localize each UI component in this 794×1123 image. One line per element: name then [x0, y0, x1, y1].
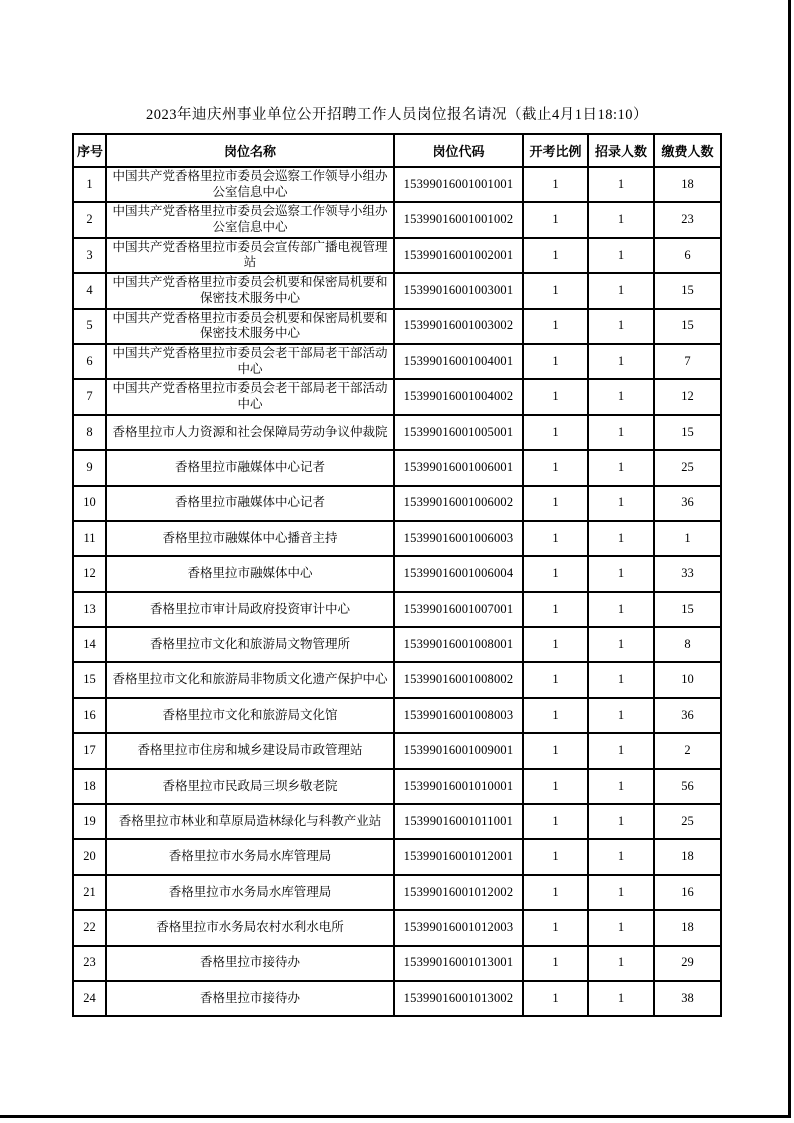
recruit-count-cell: 1: [588, 202, 654, 237]
exam-ratio-cell: 1: [523, 981, 588, 1016]
table-row: [73, 344, 721, 379]
recruit-count-cell: 1: [588, 379, 654, 414]
position-code-cell: 15399016001008003: [394, 698, 523, 733]
exam-ratio-cell: 1: [523, 238, 588, 273]
table-row: [73, 627, 721, 662]
row-number-cell: 10: [73, 486, 106, 521]
position-code-cell: 15399016001013001: [394, 946, 523, 981]
paid-count-cell: 36: [654, 698, 721, 733]
recruit-count-cell: 1: [588, 556, 654, 591]
table-row: [73, 486, 721, 521]
header-cell-paid-count: 缴费人数: [654, 134, 721, 167]
table-row: [73, 379, 721, 414]
paid-count-cell: 25: [654, 450, 721, 485]
position-name-cell: 香格里拉市文化和旅游局文化馆: [106, 698, 394, 733]
header-cell-exam-ratio: 开考比例: [523, 134, 588, 167]
paid-count-cell: 25: [654, 804, 721, 839]
table-row: [73, 521, 721, 556]
row-number-cell: 6: [73, 344, 106, 379]
row-number-cell: 2: [73, 202, 106, 237]
table-row: [73, 946, 721, 981]
exam-ratio-cell: 1: [523, 804, 588, 839]
exam-ratio-cell: 1: [523, 698, 588, 733]
row-number-cell: 11: [73, 521, 106, 556]
header-cell-position-code: 岗位代码: [394, 134, 523, 167]
exam-ratio-cell: 1: [523, 769, 588, 804]
exam-ratio-cell: 1: [523, 309, 588, 344]
table-row: [73, 167, 721, 202]
position-name-cell: 香格里拉市人力资源和社会保障局劳动争议仲裁院: [106, 415, 394, 450]
recruit-count-cell: 1: [588, 415, 654, 450]
paid-count-cell: 18: [654, 167, 721, 202]
exam-ratio-cell: 1: [523, 167, 588, 202]
position-code-cell: 15399016001009001: [394, 733, 523, 768]
position-code-cell: 15399016001008001: [394, 627, 523, 662]
paid-count-cell: 36: [654, 486, 721, 521]
position-code-cell: 15399016001003002: [394, 309, 523, 344]
paid-count-cell: 33: [654, 556, 721, 591]
position-name-cell: 香格里拉市融媒体中心播音主持: [106, 521, 394, 556]
exam-ratio-cell: 1: [523, 946, 588, 981]
recruit-count-cell: 1: [588, 592, 654, 627]
position-code-cell: 15399016001004001: [394, 344, 523, 379]
row-number-cell: 8: [73, 415, 106, 450]
position-code-cell: 15399016001006004: [394, 556, 523, 591]
row-number-cell: 16: [73, 698, 106, 733]
position-name-cell: 中国共产党香格里拉市委员会老干部局老干部活动中心: [106, 344, 394, 379]
recruit-count-cell: 1: [588, 273, 654, 308]
row-number-cell: 3: [73, 238, 106, 273]
exam-ratio-cell: 1: [523, 733, 588, 768]
exam-ratio-cell: 1: [523, 839, 588, 874]
position-code-cell: 15399016001001001: [394, 167, 523, 202]
position-code-cell: 15399016001013002: [394, 981, 523, 1016]
exam-ratio-cell: 1: [523, 273, 588, 308]
exam-ratio-cell: 1: [523, 556, 588, 591]
position-code-cell: 15399016001005001: [394, 415, 523, 450]
exam-ratio-cell: 1: [523, 627, 588, 662]
exam-ratio-cell: 1: [523, 521, 588, 556]
row-number-cell: 1: [73, 167, 106, 202]
recruit-count-cell: 1: [588, 627, 654, 662]
exam-ratio-cell: 1: [523, 344, 588, 379]
recruit-count-cell: 1: [588, 167, 654, 202]
table-body: [73, 167, 721, 1016]
position-name-cell: 香格里拉市融媒体中心记者: [106, 486, 394, 521]
position-code-cell: 15399016001012002: [394, 875, 523, 910]
row-number-cell: 14: [73, 627, 106, 662]
paid-count-cell: 15: [654, 415, 721, 450]
position-code-cell: 15399016001008002: [394, 662, 523, 697]
exam-ratio-cell: 1: [523, 202, 588, 237]
table-header-row: [73, 134, 721, 167]
position-code-cell: 15399016001006002: [394, 486, 523, 521]
position-code-cell: 15399016001007001: [394, 592, 523, 627]
position-name-cell: 中国共产党香格里拉市委员会巡察工作领导小组办公室信息中心: [106, 167, 394, 202]
paid-count-cell: 15: [654, 592, 721, 627]
header-cell-row-number: 序号: [73, 134, 106, 167]
position-name-cell: 香格里拉市水务局农村水利水电所: [106, 910, 394, 945]
recruitment-table: [72, 133, 722, 1017]
table-row: [73, 769, 721, 804]
recruit-count-cell: 1: [588, 733, 654, 768]
position-name-cell: 香格里拉市接待办: [106, 981, 394, 1016]
position-name-cell: 中国共产党香格里拉市委员会机要和保密局机要和保密技术服务中心: [106, 273, 394, 308]
row-number-cell: 21: [73, 875, 106, 910]
table-row: [73, 698, 721, 733]
header-cell-recruit-count: 招录人数: [588, 134, 654, 167]
table-row: [73, 804, 721, 839]
position-name-cell: 中国共产党香格里拉市委员会老干部局老干部活动中心: [106, 379, 394, 414]
position-name-cell: 香格里拉市文化和旅游局非物质文化遗产保护中心: [106, 662, 394, 697]
table-row: [73, 592, 721, 627]
position-code-cell: 15399016001002001: [394, 238, 523, 273]
position-name-cell: 香格里拉市审计局政府投资审计中心: [106, 592, 394, 627]
recruit-count-cell: 1: [588, 981, 654, 1016]
table-row: [73, 273, 721, 308]
row-number-cell: 24: [73, 981, 106, 1016]
paid-count-cell: 1: [654, 521, 721, 556]
recruit-count-cell: 1: [588, 804, 654, 839]
paid-count-cell: 12: [654, 379, 721, 414]
recruit-count-cell: 1: [588, 910, 654, 945]
position-name-cell: 香格里拉市融媒体中心: [106, 556, 394, 591]
position-code-cell: 15399016001006003: [394, 521, 523, 556]
position-name-cell: 香格里拉市林业和草原局造林绿化与科教产业站: [106, 804, 394, 839]
row-number-cell: 23: [73, 946, 106, 981]
paid-count-cell: 7: [654, 344, 721, 379]
table-row: [73, 556, 721, 591]
recruit-count-cell: 1: [588, 662, 654, 697]
position-code-cell: 15399016001004002: [394, 379, 523, 414]
position-code-cell: 15399016001011001: [394, 804, 523, 839]
page-right-edge-line: [788, 0, 791, 1118]
position-code-cell: 15399016001001002: [394, 202, 523, 237]
recruit-count-cell: 1: [588, 238, 654, 273]
position-name-cell: 香格里拉市住房和城乡建设局市政管理站: [106, 733, 394, 768]
table-row: [73, 202, 721, 237]
exam-ratio-cell: 1: [523, 450, 588, 485]
row-number-cell: 20: [73, 839, 106, 874]
row-number-cell: 5: [73, 309, 106, 344]
page-bottom-edge-line: [0, 1115, 791, 1118]
position-name-cell: 香格里拉市水务局水库管理局: [106, 839, 394, 874]
position-name-cell: 中国共产党香格里拉市委员会巡察工作领导小组办公室信息中心: [106, 202, 394, 237]
recruit-count-cell: 1: [588, 875, 654, 910]
position-code-cell: 15399016001010001: [394, 769, 523, 804]
paid-count-cell: 8: [654, 627, 721, 662]
row-number-cell: 22: [73, 910, 106, 945]
paid-count-cell: 2: [654, 733, 721, 768]
recruit-count-cell: 1: [588, 769, 654, 804]
table-row: [73, 415, 721, 450]
paid-count-cell: 18: [654, 839, 721, 874]
table-row: [73, 839, 721, 874]
position-name-cell: 香格里拉市文化和旅游局文物管理所: [106, 627, 394, 662]
position-code-cell: 15399016001003001: [394, 273, 523, 308]
exam-ratio-cell: 1: [523, 415, 588, 450]
exam-ratio-cell: 1: [523, 486, 588, 521]
paid-count-cell: 16: [654, 875, 721, 910]
position-code-cell: 15399016001012001: [394, 839, 523, 874]
paid-count-cell: 10: [654, 662, 721, 697]
paid-count-cell: 56: [654, 769, 721, 804]
paid-count-cell: 6: [654, 238, 721, 273]
table-row: [73, 875, 721, 910]
position-name-cell: 中国共产党香格里拉市委员会宣传部广播电视管理站: [106, 238, 394, 273]
recruit-count-cell: 1: [588, 946, 654, 981]
row-number-cell: 13: [73, 592, 106, 627]
exam-ratio-cell: 1: [523, 662, 588, 697]
recruit-count-cell: 1: [588, 521, 654, 556]
row-number-cell: 17: [73, 733, 106, 768]
row-number-cell: 12: [73, 556, 106, 591]
row-number-cell: 18: [73, 769, 106, 804]
page-title: 2023年迪庆州事业单位公开招聘工作人员岗位报名请况（截止4月1日18:10）: [145, 107, 649, 123]
table-row: [73, 733, 721, 768]
paid-count-cell: 38: [654, 981, 721, 1016]
position-code-cell: 15399016001006001: [394, 450, 523, 485]
recruit-count-cell: 1: [588, 486, 654, 521]
paid-count-cell: 15: [654, 309, 721, 344]
row-number-cell: 15: [73, 662, 106, 697]
paid-count-cell: 23: [654, 202, 721, 237]
table-row: [73, 238, 721, 273]
recruit-count-cell: 1: [588, 839, 654, 874]
paid-count-cell: 29: [654, 946, 721, 981]
row-number-cell: 7: [73, 379, 106, 414]
table-row: [73, 910, 721, 945]
position-name-cell: 香格里拉市水务局水库管理局: [106, 875, 394, 910]
recruit-count-cell: 1: [588, 450, 654, 485]
header-cell-position-name: 岗位名称: [106, 134, 394, 167]
exam-ratio-cell: 1: [523, 379, 588, 414]
exam-ratio-cell: 1: [523, 592, 588, 627]
position-name-cell: 香格里拉市民政局三坝乡敬老院: [106, 769, 394, 804]
exam-ratio-cell: 1: [523, 875, 588, 910]
position-name-cell: 香格里拉市融媒体中心记者: [106, 450, 394, 485]
table-row: [73, 309, 721, 344]
recruit-count-cell: 1: [588, 344, 654, 379]
paid-count-cell: 18: [654, 910, 721, 945]
table-row: [73, 981, 721, 1016]
recruit-count-cell: 1: [588, 698, 654, 733]
position-name-cell: 中国共产党香格里拉市委员会机要和保密局机要和保密技术服务中心: [106, 309, 394, 344]
row-number-cell: 4: [73, 273, 106, 308]
paid-count-cell: 15: [654, 273, 721, 308]
row-number-cell: 9: [73, 450, 106, 485]
exam-ratio-cell: 1: [523, 910, 588, 945]
table-row: [73, 450, 721, 485]
row-number-cell: 19: [73, 804, 106, 839]
position-name-cell: 香格里拉市接待办: [106, 946, 394, 981]
table-row: [73, 662, 721, 697]
position-code-cell: 15399016001012003: [394, 910, 523, 945]
recruit-count-cell: 1: [588, 309, 654, 344]
